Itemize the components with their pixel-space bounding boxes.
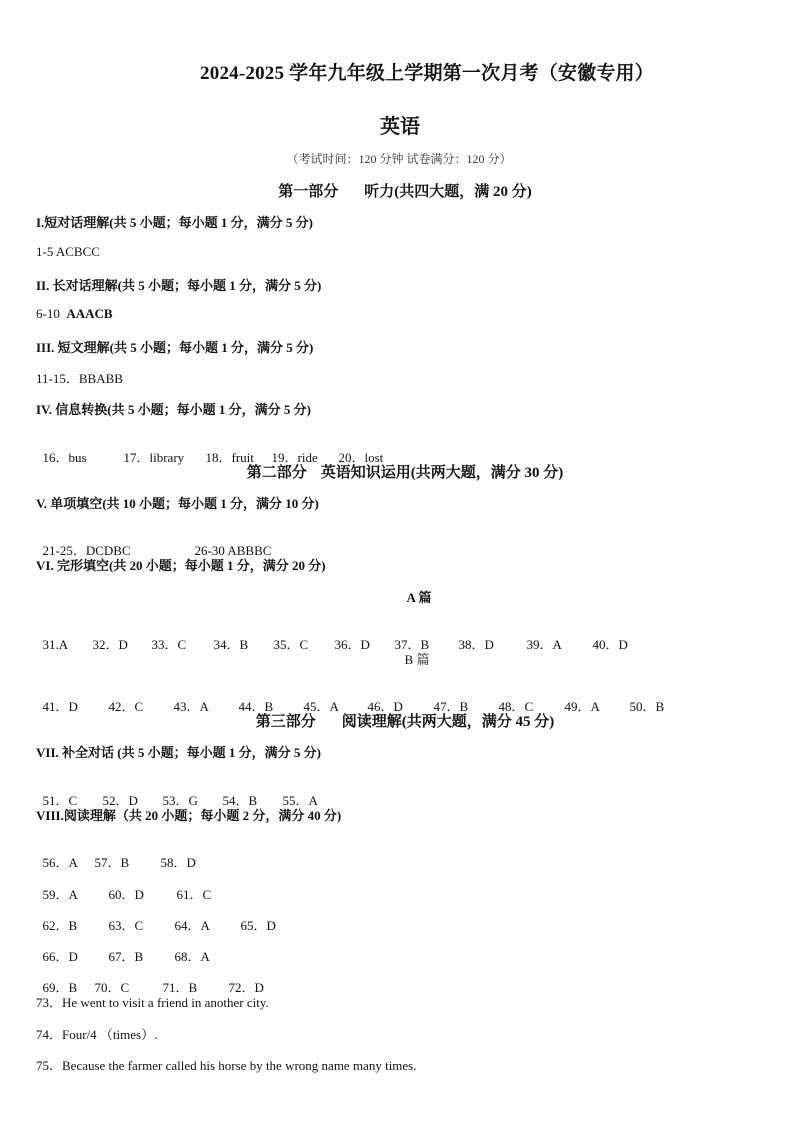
answer-item: 61．C [176,887,212,902]
answer-item: 60．D [108,887,144,902]
answer-item: 51．C [42,793,78,808]
section-8-heading: VIII.阅读理解（共 20 小题；每小题 2 分，满分 40 分) [36,808,342,823]
answer-item: 21-25．DCDBC [42,543,131,558]
section-3-heading: III. 短文理解(共 5 小题；每小题 1 分，满分 5 分) [36,340,314,355]
answer-75: 75．Because the farmer called his horse by the wrong name many times. [36,1058,417,1073]
answer-item: 36．D [334,637,370,652]
answer-item: 67．B [108,949,144,964]
part-1-heading [0,180,794,201]
answer-item: 63．C [108,918,144,933]
answer-item: 47．B [433,699,469,714]
document-title: 2024-2025 学年九年级上学期第一次月考（安徽专用） [200,63,654,84]
answer-item: 64．A [174,918,210,933]
answer-item: 16．bus [42,450,87,465]
answer-item: 72．D [228,980,264,995]
answer-item: 56．A [42,855,78,870]
answer-item: 17．library [123,450,185,465]
answer-item: 42．C [108,699,144,714]
section-2-heading: II. 长对话理解(共 5 小题；每小题 1 分，满分 5 分) [36,278,322,293]
answer-item: 41．D [42,699,78,714]
answer-item: 58．D [160,855,196,870]
section-6-heading: VI. 完形填空(共 20 小题；每小题 1 分，满分 20 分) [36,558,326,573]
answer-item: 37．B [394,637,430,652]
section-8-row [36,930,210,965]
passage-b-label: B 篇 [404,652,430,667]
answer-item: 54．B [222,793,258,808]
answer-item: 33．C [151,637,187,652]
answer-item: 57．B [94,855,130,870]
answer-item: 45．A [303,699,339,714]
section-3-answers: 11-15．BBABB [36,371,123,386]
answer-item: 71．B [162,980,198,995]
part-desc: 英语知识运用(共两大题，满分 30 分) [320,465,564,481]
part-3-heading [0,710,794,731]
answer-item: 62．B [42,918,78,933]
section-7-heading: VII. 补全对话 (共 5 小题；每小题 1 分，满分 5 分) [36,745,321,760]
answer-item: 65．D [240,918,276,933]
section-4-heading: IV. 信息转换(共 5 小题；每小题 1 分，满分 5 分) [36,402,311,417]
answer-item: 55．A [282,793,318,808]
part-2-heading [0,461,794,482]
answer-item: 18．fruit [205,450,254,465]
answer-item: 68．A [174,949,210,964]
section-1-answers: 1-5 ACBCC [36,244,100,259]
section-6a-answers [36,618,628,653]
answer-range: 6-10 [36,306,64,321]
answer-item: 46．D [367,699,403,714]
answer-74: 74．Four/4 （times）. [36,1027,158,1042]
section-8-row [36,868,211,903]
answer-item: 35．C [273,637,309,652]
section-1-heading: I.短对话理解(共 5 小题；每小题 1 分，满分 5 分) [36,215,313,230]
section-7-answers [36,774,318,809]
part-label: 第一部分 [278,184,339,200]
answer-item: 32．D [92,637,128,652]
exam-info: （考试时间：120 分钟 试卷满分：120 分） [286,152,512,166]
part-desc: 阅读理解(共两大题，满分 45 分) [341,714,555,730]
part-label: 第三部分 [255,714,316,730]
answer-item: 31.A [42,637,69,652]
section-5-heading: V. 单项填空(共 10 小题；每小题 1 分，满分 10 分) [36,496,319,511]
answer-item: 59．A [42,887,78,902]
answer-item: 70．C [94,980,130,995]
answer-73: 73．He went to visit a friend in another city. [36,995,269,1010]
part-desc: 听力(共四大题，满 20 分) [364,184,532,200]
section-2-answers [36,306,113,322]
answer-item: 40．D [592,637,628,652]
answer-item: 52．D [102,793,138,808]
answer-item: 43．A [173,699,209,714]
part-label: 第二部分 [246,465,307,481]
passage-a-label: A 篇 [406,590,432,605]
section-8-row [36,961,264,996]
answer-item: 19．ride [271,450,318,465]
answer-item: 44．B [238,699,274,714]
answer-item: 50．B [629,699,665,714]
answer-letters: AAACB [66,306,113,321]
answer-item: 26-30 ABBBC [194,543,272,558]
answer-item: 53．G [162,793,198,808]
answer-item: 34．B [213,637,249,652]
subject-title: 英语 [380,116,420,138]
answer-item: 20．lost [338,450,384,465]
answer-item: 48．C [498,699,534,714]
answer-item: 39．A [526,637,562,652]
section-8-row [36,836,196,871]
answer-item: 49．A [564,699,600,714]
answer-item: 38．D [458,637,494,652]
answer-item: 66．D [42,949,78,964]
answer-item: 69．B [42,980,78,995]
section-5-answers [36,524,271,559]
section-8-row [36,899,276,934]
